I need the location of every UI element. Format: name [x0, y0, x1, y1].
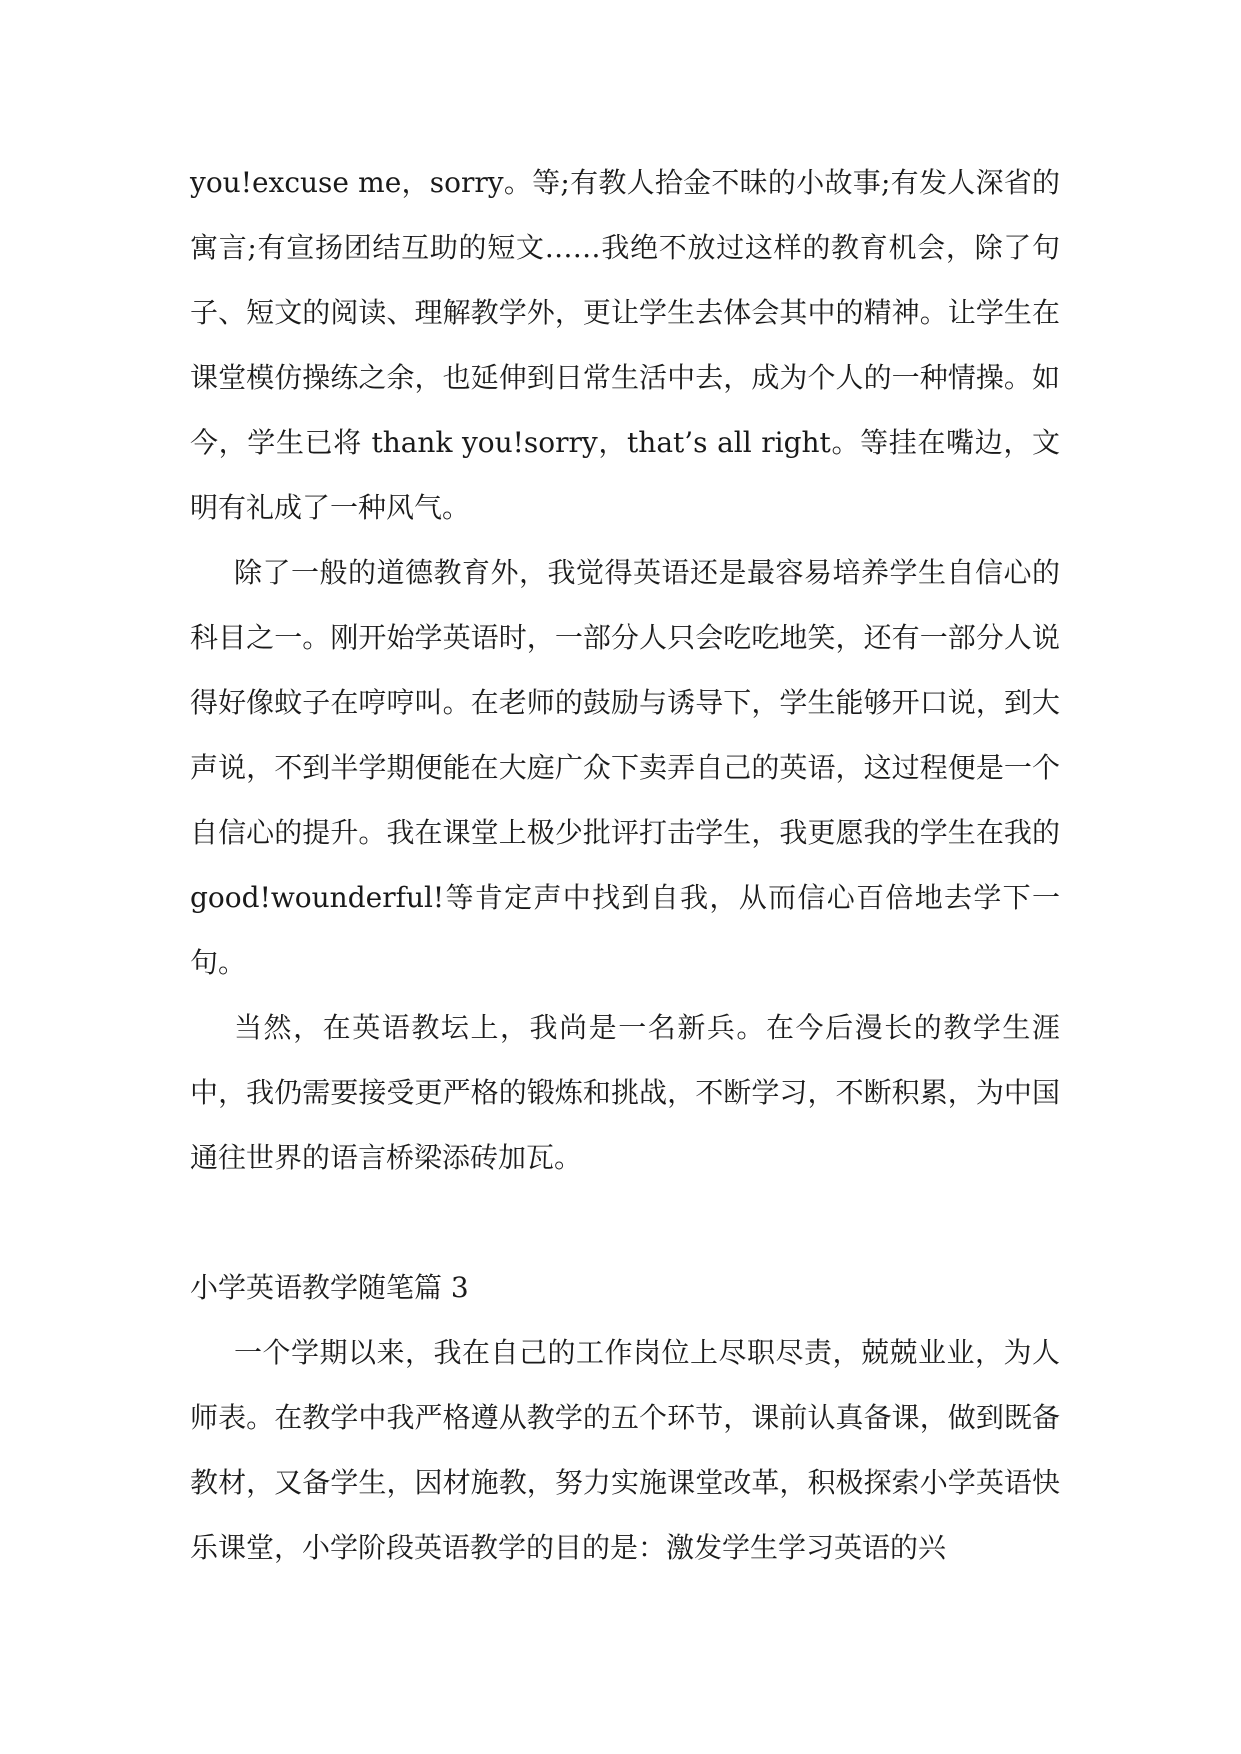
section-title: 小学英语教学随笔篇 3 [190, 1271, 469, 1304]
paragraph-semester-work: 一个学期以来，我在自己的工作岗位上尽职尽责，兢兢业业，为人师表。在教学中我严格遵从教学的五个环节，课前认真备课，做到既备教材，又备学生，因材施教，努力实施课堂改革，积极探索小学英语快乐课堂，小学阶段英语教学的目的是：激发学生学习英语的兴 [190, 1336, 1060, 1564]
paragraph-new-teacher: 当然，在英语教坛上，我尚是一名新兵。在今后漫长的教学生涯中，我仍需要接受更严格的锻炼和挑战，不断学习，不断积累，为中国通往世界的语言桥梁添砖加瓦。 [190, 1011, 1060, 1174]
paragraph-moral-education-end: you!excuse me，sorry。等;有教人拾金不昧的小故事;有发人深省的寓言;有宣扬团结互助的短文……我绝不放过这样的教育机会，除了句子、短文的阅读、理解教学外，更让学生去体会其中的精神。让学生在课堂模仿操练之余，也延伸到日常生活中去，成为个人的一种情操。如今，学生已将 thank you!sorry，that’s all right。等挂在嘴边，文明有礼成了一种风气。 [190, 166, 1060, 524]
document-page [190, 150, 1060, 1580]
paragraph-self-confidence: 除了一般的道德教育外，我觉得英语还是最容易培养学生自信心的科目之一。刚开始学英语时，一部分人只会吃吃地笑，还有一部分人说得好像蚊子在哼哼叫。在老师的鼓励与诱导下，学生能够开口说，到大声说，不到半学期便能在大庭广众下卖弄自己的英语，这过程便是一个自信心的提升。我在课堂上极少批评打击学生，我更愿我的学生在我的 good!wounderful!等肯定声中找到自我，从而信心百倍地去学下一句。 [190, 556, 1060, 979]
